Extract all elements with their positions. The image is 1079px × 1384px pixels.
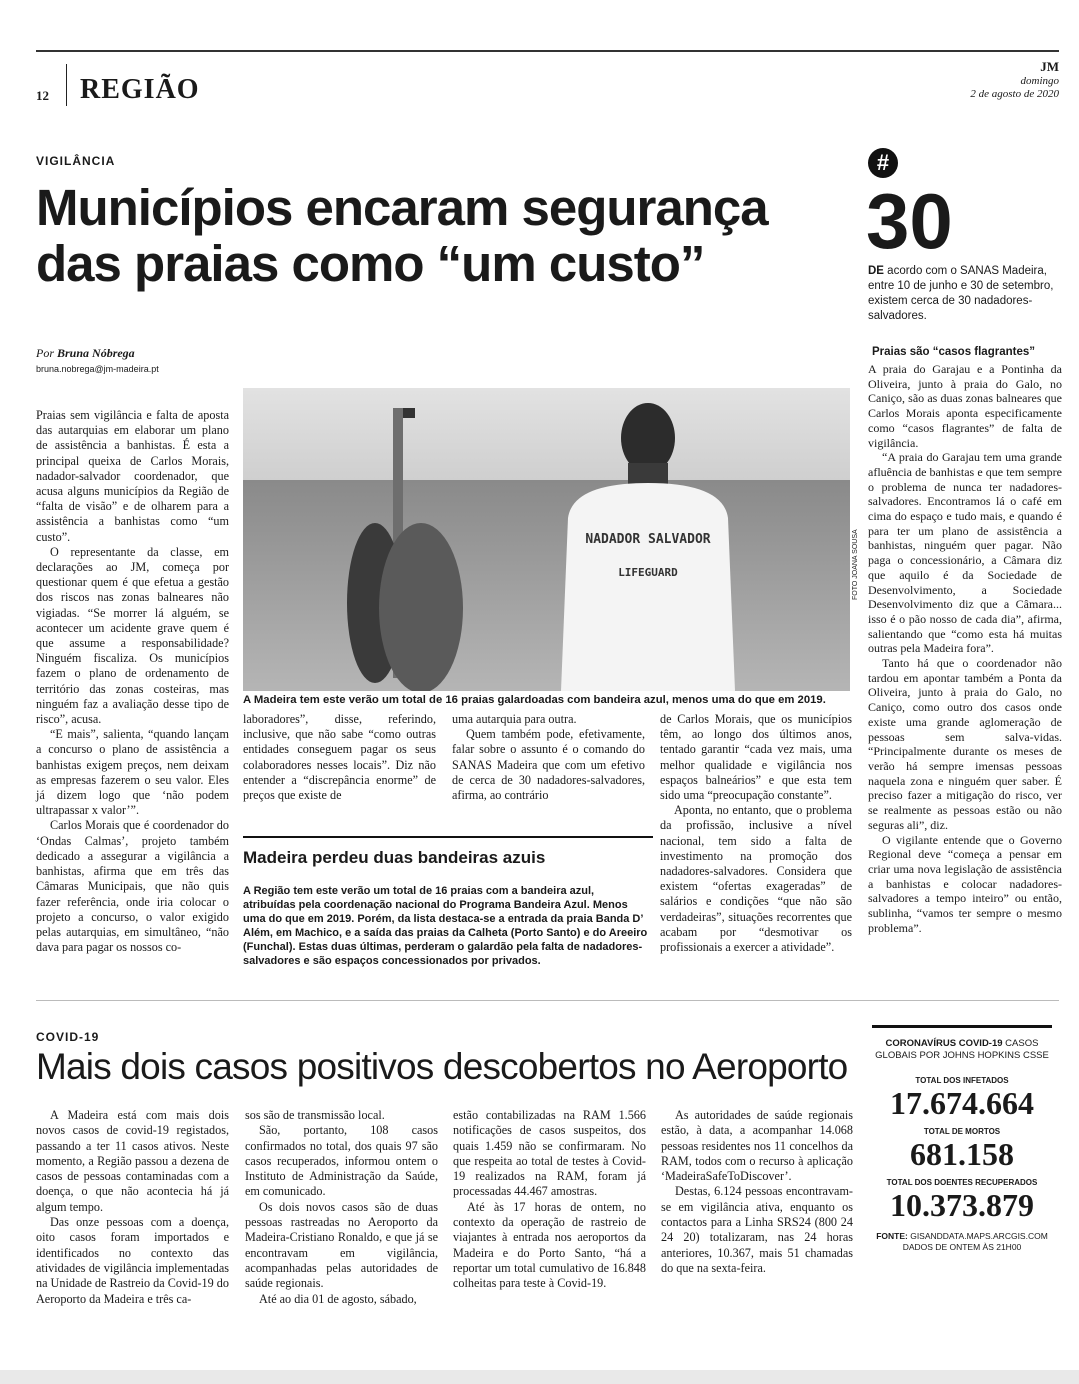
source-url[interactable]: GISANDDATA.MAPS.ARCGIS.COM xyxy=(907,1231,1048,1241)
paragraph: A praia do Garajau e a Pontinha da Oliveira, junto à praia do Galo, no Caniço, são as duas zonas balneares que Carlos Morais aponta especificamente como “casos flagrantes” de falta de vigilância. xyxy=(868,362,1062,450)
page-bottom-margin xyxy=(0,1370,1079,1384)
covid-head-rest: CASOS GLOBAIS POR JOHNS HOPKINS CSSE xyxy=(875,1038,1049,1061)
headline-line-1: Municípios encaram segurança xyxy=(36,179,768,236)
box-title: Madeira perdeu duas bandeiras azuis xyxy=(243,848,546,867)
article2-headline: Mais dois casos positivos descobertos no Aeroporto xyxy=(36,1046,848,1087)
deaths-label: TOTAL DE MORTOS xyxy=(923,1127,1001,1136)
day: domingo xyxy=(1020,75,1059,87)
paragraph: uma autarquia para outra. xyxy=(452,712,577,726)
paragraph: As autoridades de saúde regionais estão, à data, a acompanhar 14.068 pessoas residentes nos 11 concelhos da RAM, todos com o recurso à aplicação ‘MadeiraSafeToDiscover’. xyxy=(661,1108,853,1184)
paragraph: Aponta, no entanto, que o problema da profissão, inclusive a nível nacional, tem sido a falta de investimento na promoção dos nadadores-salvadores. Considera que existem “ofertas exageradas” de salários e condições “que não são verdadeiras”, situações recorrentes que acabam por “desmotivar os profissionais a exercer a atividade”. xyxy=(660,803,852,955)
top-rule xyxy=(36,50,1059,52)
paragraph: “E mais”, salienta, “quando lançam a concurso o plano de assistência a banhistas exigem preços, nem deixam as empresas fazerem o seu valor. Eles já dizem logo que ‘não podem ultrapassar x valor’”. xyxy=(36,727,229,818)
article-kicker: VIGILÂNCIA xyxy=(36,154,116,168)
byline xyxy=(36,346,135,361)
headline-line-2: das praias como “um custo” xyxy=(36,235,705,292)
photo-credit: FOTO JOANA SOUSA xyxy=(852,529,859,600)
mid-rule xyxy=(36,1000,1059,1001)
deaths-value: 681.158 xyxy=(910,1136,1014,1172)
paragraph: Até às 17 horas de ontem, no contexto da operação de rastreio de viajantes à entrada nos aeroportos da Madeira e do Porto Santo, “há a reportar um total cumulativo de 16.848 colheitas para teste à Covid-19. xyxy=(453,1199,646,1291)
page-number: 12 xyxy=(36,88,49,103)
infected-value: 17.674.664 xyxy=(890,1085,1034,1121)
article-column-3 xyxy=(452,712,645,803)
brand: JM xyxy=(1040,59,1059,74)
article2-column-3 xyxy=(453,1108,646,1292)
article-column-1 xyxy=(36,408,229,955)
masthead-date xyxy=(970,60,1059,101)
paragraph: O representante da classe, em declarações ao JM, começa por questionar quem é que efetua a gestão dos riscos nas zonas balneares não vigiadas. “Se morrer lá alguém, se acontecer um acidente grave quem é que assume a responsabilidade? Ninguém fiscaliza. Os municípios fazem o plano de ordenamento de território das zonas costeiras, mas ninguém faz a avaliação desse tipo de risco”, acusa. xyxy=(36,544,229,727)
article-column-4 xyxy=(660,712,852,955)
recovered-value: 10.373.879 xyxy=(890,1187,1034,1223)
covid-stats-box xyxy=(872,1025,1052,1253)
covid-box-title xyxy=(872,1038,1052,1062)
stat-body: acordo com o SANAS Madeira, entre 10 de junho e 30 de setembro, existem cerca de 30 nadadores-salvadores. xyxy=(868,265,1054,322)
paragraph: Os dois novos casos são de duas pessoas rastreadas no Aeroporto da Madeira-Cristiano Ronaldo, e que já se encontravam em vigilância, acompanhadas pelas autoridades de saúde regionais. xyxy=(245,1199,438,1291)
infected-label: TOTAL DOS INFETADOS xyxy=(915,1076,1009,1085)
paragraph: Carlos Morais que é coordenador do ‘Ondas Calmas’, projeto também dedicado a assegurar a vigilância a banhistas, afirma que em três das Câmaras Municipais, que não quis fazer referência, onde iria colocar o projeto a concurso, o valor exigido pelas autarquias, em simultâneo, “não dava para pagar os nossos co- xyxy=(36,818,229,955)
sidebar-title: Praias são “casos flagrantes” xyxy=(872,346,1035,358)
byline-author: Bruna Nóbrega xyxy=(57,346,135,360)
headline xyxy=(36,180,768,292)
covid-source xyxy=(872,1231,1052,1253)
article2-column-4 xyxy=(661,1108,853,1276)
paragraph: Até ao dia 01 de agosto, sábado, xyxy=(259,1291,417,1306)
source-label: FONTE: xyxy=(876,1231,908,1241)
header-divider xyxy=(66,64,67,106)
lifeguard-photo xyxy=(243,388,850,691)
sidebar-column xyxy=(868,362,1062,935)
covid-head-bold: CORONAVÍRUS COVID-19 xyxy=(885,1038,1003,1049)
stat-text xyxy=(868,264,1064,324)
stat-lead: DE xyxy=(868,265,884,277)
paragraph: laboradores”, disse, referindo, inclusive, que não sabe “como outras entidades conseguem pagar os seus colaboradores nesses locais”. Diz não entender a “discrepância enorme” de preços que existe de xyxy=(243,712,436,803)
article2-column-1 xyxy=(36,1108,229,1307)
section-title: REGIÃO xyxy=(80,74,200,105)
paragraph: O vigilante entende que o Governo Regional deve “começa a pensar em criar uma nova legislação de assistência a banhistas e colocar nadadores-salvadores a tempo inteiro” ou então, sublinha, “vamos ter sempre o mesmo problema”. xyxy=(868,832,1062,935)
paragraph: Quem também pode, efetivamente, falar sobre o assunto é o comando do SANAS Madeira que com um efetivo de cerca de 30 nadadores-salvadores, afirma, ao contrário xyxy=(452,727,645,803)
photo-caption: A Madeira tem este verão um total de 16 praias galardoadas com bandeira azul, menos uma do que em 2019. xyxy=(243,694,826,706)
paragraph: Destas, 6.124 pessoas encontravam-se em vigilância ativa, enquanto os contactos para a Linha SRS24 (800 24 24 20) totalizaram, nas 24 horas anteriores, 10.367, mais 51 chamadas do que na sexta-feira. xyxy=(661,1184,853,1275)
paragraph: de Carlos Morais, que os municípios têm, ao longo dos últimos anos, tentado garantir “cada vez mais, uma melhor qualidade e vigilância nos espaços balneários” e que esta tem sido uma “preocupação constante”. xyxy=(660,712,852,803)
recovered-label: TOTAL DOS DOENTES RECUPERADOS xyxy=(886,1178,1038,1187)
stat-number: 30 xyxy=(866,177,953,265)
paragraph: Das onze pessoas com a doença, oito casos foram importados e identificados no contexto das atividades de vigilância implementadas na Unidade de Rastreio da Covid-19 do Aeroporto da Madeira e três ca- xyxy=(36,1215,229,1306)
paragraph: A Madeira está com mais dois novos casos de covid-19 registados, passando a ter 11 casos ativos. Neste momento, a Região passou a dezena de casos de pessoas contaminadas com a doença, o que não acontecia há já algum tempo. xyxy=(36,1108,229,1214)
shirt-text: NADADOR SALVADOR xyxy=(585,532,711,547)
shirt-text-2: LIFEGUARD xyxy=(618,566,678,579)
hashtag-icon: # xyxy=(868,148,898,178)
byline-prefix: Por xyxy=(36,346,57,360)
source-note: DADOS DE ONTEM ÀS 21H00 xyxy=(902,1242,1022,1252)
paragraph: sos são de transmissão local. xyxy=(245,1108,385,1122)
paragraph: “A praia do Garajau tem uma grande afluência de banhistas e que tem sempre o problema de nunca ter nadadores-salvadores. Encontramos lá o café em cima do espaço e tudo mais, e quando é para ter um plano de assistência a banhistas, ninguém quer pagar. Não paga o concessionário, a Câmara diz que aquilo é da Sociedade de Desenvolvimento, a Sociedade Desenvolvimento diz que a Câmara... isso é o pão nosso de cada dia”, afirma, salientando que “como esta há muitas outras pela Madeira fora”. xyxy=(868,450,1062,656)
author-email[interactable]: bruna.nobrega@jm-madeira.pt xyxy=(36,364,159,374)
paragraph: estão contabilizadas na RAM 1.566 notificações de casos suspeitos, dos quais 1.459 não se confirmaram. No que respeita ao total de testes à Covid-19 realizados na RAM, foram já processadas 44.467 amostras. xyxy=(453,1108,646,1199)
article2-column-2 xyxy=(245,1108,438,1307)
article-column-2 xyxy=(243,712,436,803)
box-rule xyxy=(243,836,653,838)
paragraph: Tanto há que o coordenador não tardou em apontar também a Ponta da Oliveira, junto à praia do Galo, no Caniço, como outro dos casos onde existe uma grande aglomeração de pessoas sem salva-vidas. “Principalmente durante os meses de verão há sempre imensas pessoas naquela zona e ninguém quer saber. É preciso fazer a mitigação do risco, ver se realmente as pessoas estão ou não seguras ali”, diz. xyxy=(868,656,1062,832)
date: 2 de agosto de 2020 xyxy=(970,88,1059,100)
article2-kicker: COVID-19 xyxy=(36,1030,100,1044)
paragraph: Praias sem vigilância e falta de aposta das autarquias em elaborar um plano de assistência a banhistas. É esta a principal queixa de Carlos Morais, nadador-salvador coordenador, que acusa alguns municípios da Região de “falta de visão” e de olharem para a assistência a banhistas como “um custo”. xyxy=(36,408,229,544)
box-text: A Região tem este verão um total de 16 praias com a bandeira azul, atribuídas pela coordenação nacional do Programa Bandeira Azul. Menos uma do que em 2019. Porém, da lista destaca-se a entrada da praia Banda D’ Além, em Machico, e a saída das praias da Calheta (Porto Santo) e do Areeiro (Funchal). Estas duas últimas, perderam o galardão pela falta de nadadores-salvadores e são espaços concessionados por privados. xyxy=(243,885,648,967)
paragraph: São, portanto, 108 casos confirmados no total, dos quais 97 são casos recuperados, informou ontem o Instituto de Administração da Saúde, em comunicado. xyxy=(245,1123,438,1199)
